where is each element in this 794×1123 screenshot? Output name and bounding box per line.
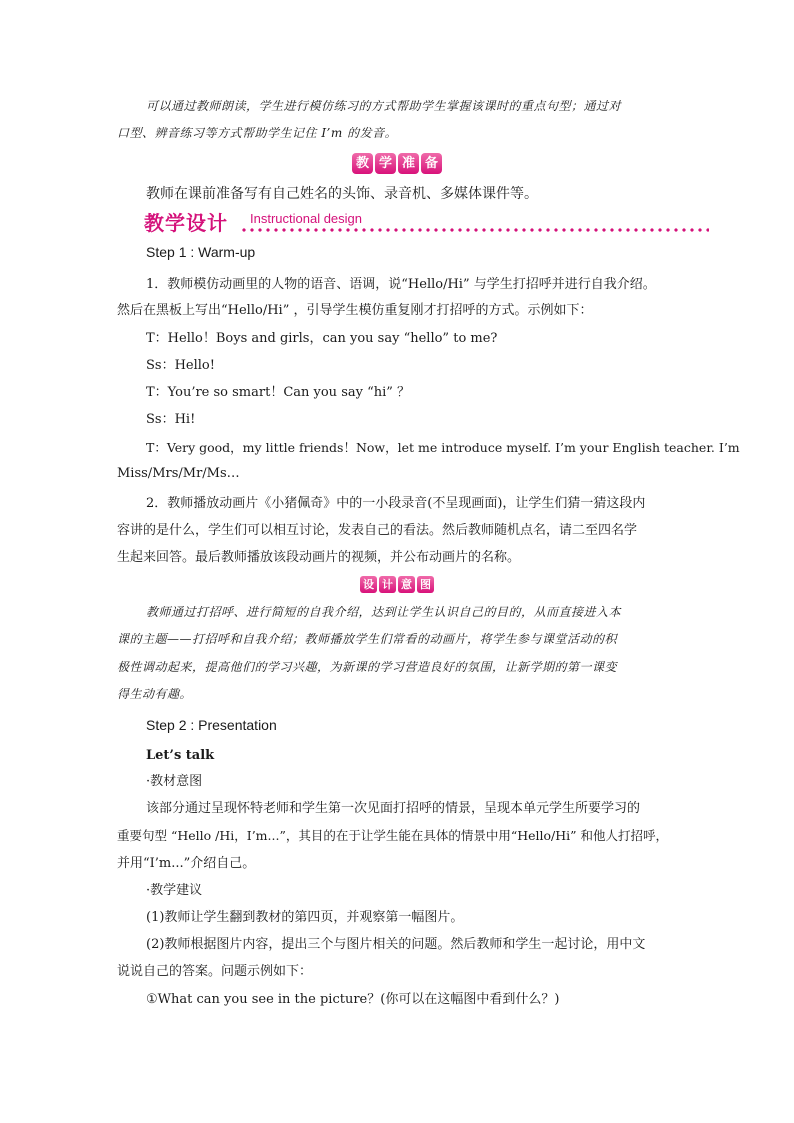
advice-1: (1)教师让学生翻到教材的第四页，并观察第一幅图片。 [146,910,464,925]
dialog-line: T：Very good，my little friends！Now，let me introduce myself. I’m your English teacher. I’m [146,440,740,455]
step1-p2-line-3: 生起来回答。最后教师播放该段动画片的视频，并公布动画片的名称。 [117,550,521,565]
prep-badge-char: 学 [375,153,396,174]
dialog-line-cont: Miss/Mrs/Mr/Ms… [117,466,240,481]
dotted-rule [240,227,709,233]
dialog-line: T：Hello！Boys and girls，can you say “hello” to me? [146,331,498,346]
dialog-line: T：You’re so smart！Can you say “hi” ？ [146,385,411,400]
design-heading-subtitle: Instructional design [250,211,363,226]
materials-line-3: 并用“I’m...”介绍自己。 [117,856,256,871]
intent-line-3: 极性调动起来，提高他们的学习兴趣，为新课的学习营造良好的氛围，让新学期的第一课变 [117,660,618,674]
intent-badge-char: 设 [360,576,377,593]
dialog-line: Ss：Hello! [146,358,215,373]
step1-p2-line-2: 容讲的是什么，学生们可以相互讨论，发表自己的看法。然后教师随机点名，请二至四名学 [117,523,638,538]
prep-badge-char: 备 [421,153,442,174]
advice-label: ·教学建议 [146,883,203,898]
advice-2-line-2: 说说自己的答案。问题示例如下： [117,964,313,979]
intent-line-4: 得生动有趣。 [117,687,193,701]
intent-badge-char: 意 [398,576,415,593]
advice-2-line-1: (2)教师根据图片内容，提出三个与图片相关的问题。然后教师和学生一起讨论，用中文 [146,937,646,952]
design-heading-title: 教学设计 [144,211,228,235]
intent-badge [360,576,434,598]
step1-title: Step 1 : Warm-up [146,244,256,260]
intro-note-line-2: 口型、辨音练习等方式帮助学生记住 I’m 的发音。 [117,126,398,140]
step1-p1-line-2: 然后在黑板上写出“Hello/Hi” ，引导学生模仿重复刚才打招呼的方式。示例如下： [117,303,593,318]
intent-badge-char: 图 [417,576,434,593]
intro-note-line-1: 可以通过教师朗读，学生进行模仿练习的方式帮助学生掌握该课时的重点句型；通过对 [146,99,622,113]
materials-label: ·教材意图 [146,774,203,789]
intent-badge-char: 计 [379,576,396,593]
question-1: ①What can you see in the picture？(你可以在这幅图中看到什么？) [146,992,560,1007]
intent-line-2: 课的主题——打招呼和自我介绍；教师播放学生们常看的动画片，将学生参与课堂活动的积 [117,632,618,646]
section-lets-talk: Let’s talk [146,748,215,763]
prep-text: 教师在课前准备写有自己姓名的头饰、录音机、多媒体课件等。 [146,186,538,202]
dialog-line: Ss：Hi! [146,412,196,427]
materials-line-1: 该部分通过呈现怀特老师和学生第一次见面打招呼的情景，呈现本单元学生所要学习的 [146,801,641,816]
step1-p2-line-1: 2．教师播放动画片《小猪佩奇》中的一小段录音(不呈现画面)，让学生们猜一猜这段内 [146,496,646,511]
prep-badge-char: 教 [352,153,373,174]
step1-p1-line-1: 1．教师模仿动画里的人物的语音、语调，说“Hello/Hi” 与学生打招呼并进行自我介绍。 [146,277,656,292]
step2-title: Step 2 : Presentation [146,717,277,733]
intent-line-1: 教师通过打招呼、进行简短的自我介绍，达到让学生认识自己的目的，从而直接进入本 [146,605,622,619]
materials-line-2: 重要句型 “Hello /Hi，I’m...”，其目的在于让学生能在具体的情景中用“Hello/Hi” 和他人打招呼， [117,828,669,843]
prep-badge [352,153,442,175]
prep-badge-char: 准 [398,153,419,174]
design-heading [144,207,709,235]
